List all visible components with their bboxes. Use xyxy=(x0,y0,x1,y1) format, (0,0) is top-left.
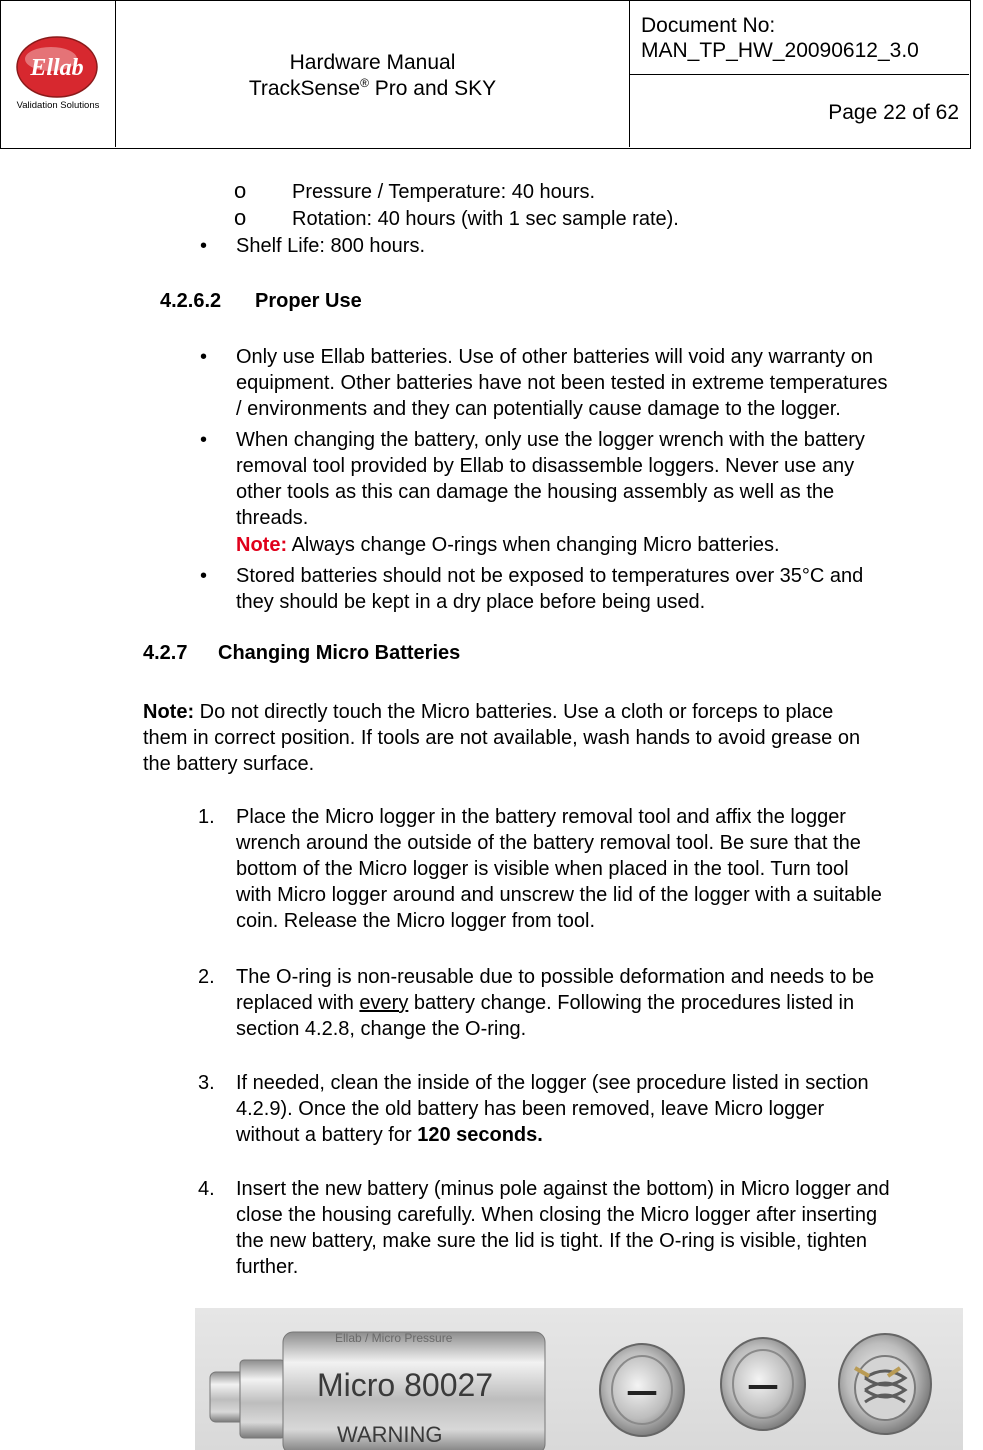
paragraph-line: Place the Micro logger in the battery removal tool and affix the logger xyxy=(236,806,846,828)
battery-photo-illustration xyxy=(195,1308,963,1450)
paragraph-line: Stored batteries should not be exposed to temperatures over 35°C and xyxy=(236,565,864,587)
paragraph-line: bottom of the Micro logger is visible when placed in the tool. Turn tool xyxy=(236,858,849,880)
paragraph-line: without a battery for 120 seconds. xyxy=(236,1124,543,1146)
page-number-cell xyxy=(630,75,969,147)
logo-text: Ellab xyxy=(30,55,84,81)
paragraph-line: other tools as this can damage the housing assembly as well as the xyxy=(236,481,835,503)
list-item: Pressure / Temperature: 40 hours. xyxy=(292,181,596,203)
paragraph-line: coin. Release the Micro logger from tool. xyxy=(236,910,596,932)
paragraph-line: them in correct position. If tools are not available, wash hands to avoid grease on xyxy=(143,727,861,749)
bullet-marker: • xyxy=(200,429,208,451)
bullet-marker: • xyxy=(200,565,208,587)
paragraph-line: with Micro logger around and unscrew the lid of the logger with a suitable xyxy=(236,884,882,906)
paragraph-line: equipment. Other batteries have not been tested in extreme temperatures xyxy=(236,372,888,394)
logger-engraving-model: Micro 80027 xyxy=(317,1367,494,1403)
section-number: 4.2.6.2 xyxy=(160,290,222,312)
battery-minus-sign: — xyxy=(626,1372,658,1410)
step-number: 4. xyxy=(198,1178,215,1200)
note-line: Note: Always change O-rings when changing Micro batteries. xyxy=(236,534,780,556)
logger-engraving-small: Ellab / Micro Pressure xyxy=(335,1331,453,1345)
step-number: 2. xyxy=(198,966,215,988)
battery-minus-sign: — xyxy=(747,1366,779,1404)
logger-engraving-warning: WARNING xyxy=(337,1422,443,1447)
section-title: Proper Use xyxy=(255,290,362,312)
paragraph-line: The O-ring is non-reusable due to possible deformation and needs to be xyxy=(236,966,875,988)
paragraph-line: 4.2.9). Once the old battery has been removed, leave Micro logger xyxy=(236,1098,825,1120)
battery-photo xyxy=(195,1308,963,1450)
step-number: 3. xyxy=(198,1072,215,1094)
paragraph-line: the new battery, make sure the lid is tight. If the O-ring is visible, tighten xyxy=(236,1230,868,1252)
paragraph-line: When changing the battery, only use the logger wrench with the battery xyxy=(236,429,865,451)
paragraph-line: further. xyxy=(236,1256,299,1278)
paragraph-line: close the housing carefully. When closing the Micro logger after inserting xyxy=(236,1204,878,1226)
paragraph-line: threads. xyxy=(236,507,309,529)
paragraph-line: If needed, clean the inside of the logger (see procedure listed in section xyxy=(236,1072,869,1094)
paragraph-line: Only use Ellab batteries. Use of other batteries will void any warranty on xyxy=(236,346,873,368)
sub-bullet-marker: o xyxy=(234,205,247,230)
document-number-value: MAN_TP_HW_20090612_3.0 xyxy=(641,39,919,62)
logo-cell xyxy=(1,1,116,147)
sub-bullet-marker: o xyxy=(234,178,247,203)
document-header xyxy=(0,0,971,149)
paragraph-line: removal tool provided by Ellab to disassemble loggers. Never use any xyxy=(236,455,855,477)
logo-tagline: Validation Solutions xyxy=(16,100,100,111)
bullet-marker: • xyxy=(200,346,208,368)
product-title: TrackSense® Pro and SKY xyxy=(248,76,497,100)
list-item: Rotation: 40 hours (with 1 sec sample rate). xyxy=(292,208,679,230)
document-number-cell xyxy=(630,1,969,75)
page-number: Page 22 of 62 xyxy=(828,101,959,124)
list-item: Shelf Life: 800 hours. xyxy=(236,235,426,257)
manual-title: Hardware Manual xyxy=(289,51,456,74)
step-number: 1. xyxy=(198,806,215,828)
bullet-marker: • xyxy=(200,235,208,257)
section-number: 4.2.7 xyxy=(143,642,188,664)
title-cell xyxy=(116,1,630,147)
note-line: Note: Do not directly touch the Micro batteries. Use a cloth or forceps to place xyxy=(143,701,834,723)
ellab-logo xyxy=(1,1,116,147)
paragraph-line: section 4.2.8, change the O-ring. xyxy=(236,1018,527,1040)
paragraph-line: they should be kept in a dry place before being used. xyxy=(236,591,706,613)
paragraph-line: replaced with every battery change. Following the procedures listed in xyxy=(236,992,855,1014)
paragraph-line: the battery surface. xyxy=(143,753,315,775)
paragraph-line: / environments and they can potentially cause damage to the logger. xyxy=(236,398,841,420)
section-title: Changing Micro Batteries xyxy=(218,642,461,664)
paragraph-line: wrench around the outside of the battery removal tool. Be sure that the xyxy=(236,832,861,854)
document-number-label: Document No: xyxy=(641,14,776,37)
paragraph-line: Insert the new battery (minus pole against the bottom) in Micro logger and xyxy=(236,1178,890,1200)
